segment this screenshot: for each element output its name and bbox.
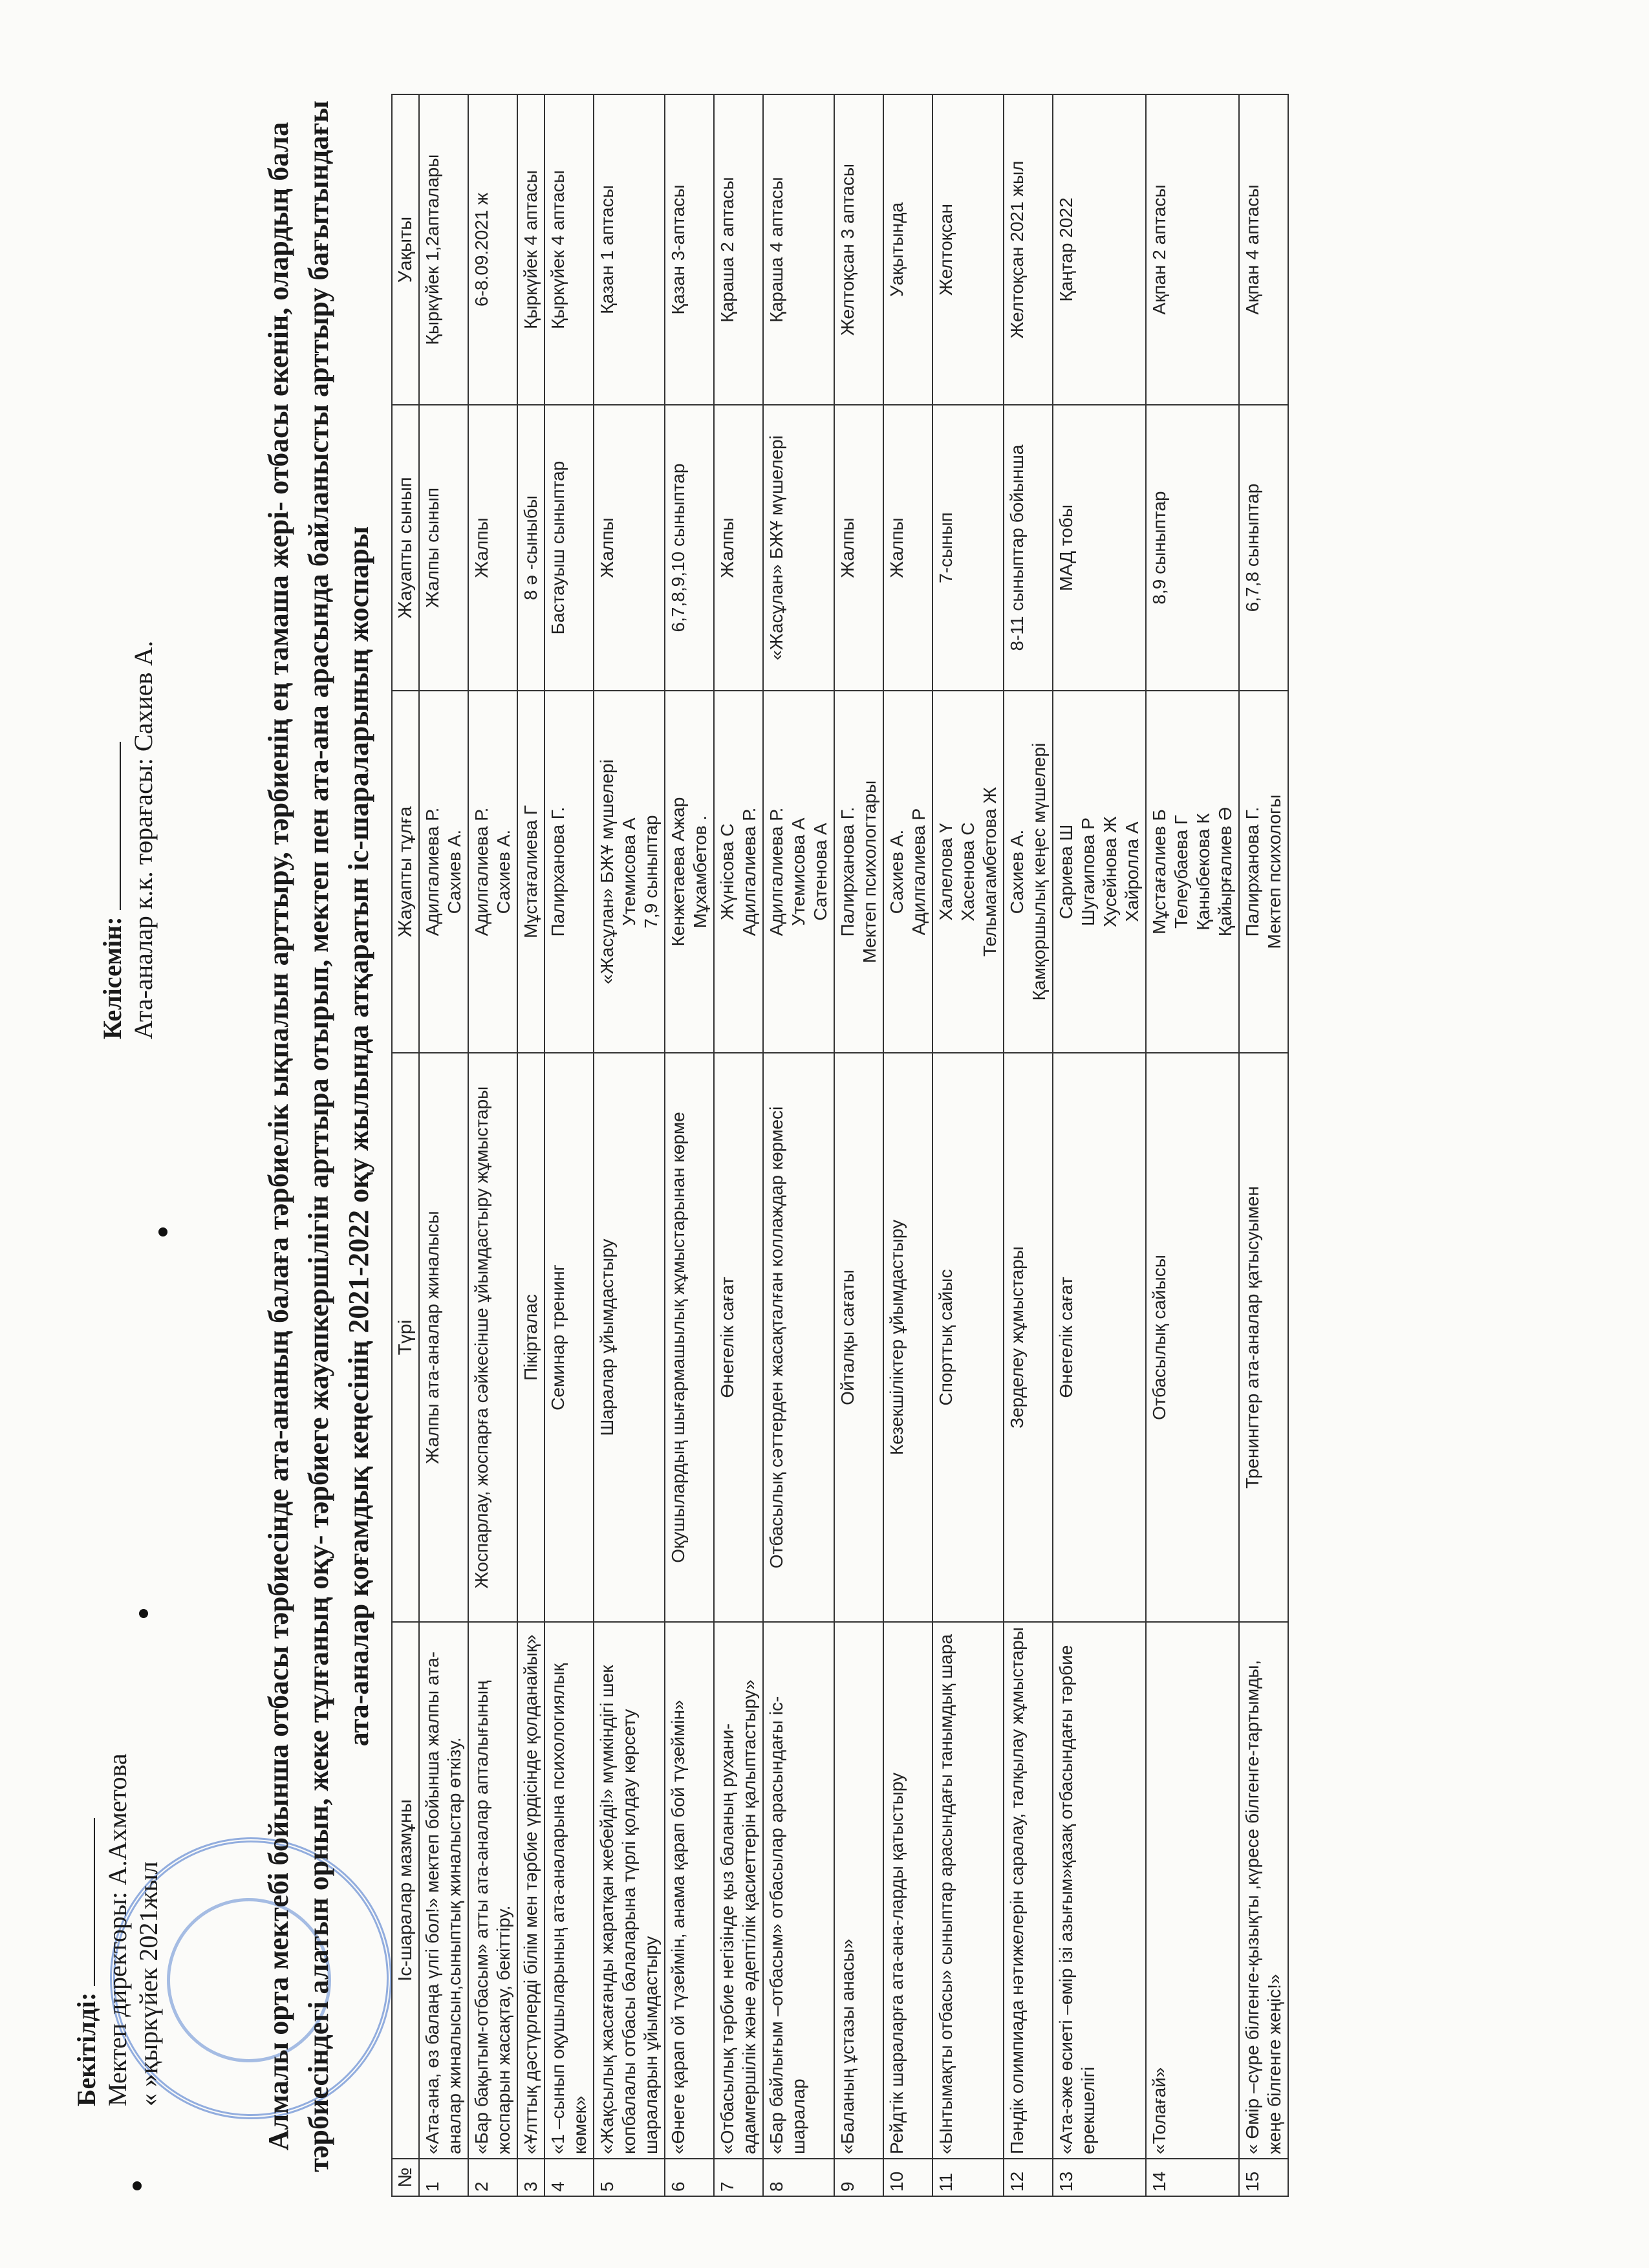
cell-type: Ойталқы сағаты <box>834 1053 883 1622</box>
chair-signature <box>100 742 121 910</box>
col-header-responsible-class: Жауапты сынып <box>392 405 419 691</box>
cell-type: Тренингтер ата-аналар қатысуымен <box>1239 1053 1288 1622</box>
cell-responsible-person: Сахиев А. Адилгалиева Р <box>883 691 932 1053</box>
table-row <box>763 94 834 2196</box>
cell-content: «Жақсылық жасағанды жаратқан жебейді!» мүмкіндігі шек копбалалы отбасы балаларына түрлі қолдау көрсету шараларын ұйымдастыру <box>594 1622 665 2159</box>
cell-responsible-person: Кенжетаева Ажар Мұхамбетов . <box>665 691 714 1053</box>
cell-number: 7 <box>714 2159 763 2196</box>
cell-number: 9 <box>834 2159 883 2196</box>
cell-time: Ақпан 4 аптасы <box>1239 94 1288 405</box>
cell-responsible-person: Мұстағалиева Г <box>517 691 544 1053</box>
cell-type: Өнегелік сағат <box>714 1053 763 1622</box>
cell-responsible-class: «Жасұлан» БЖҰ мүшелері <box>763 405 834 691</box>
scan-artifact <box>139 1609 148 1618</box>
table-row <box>665 94 714 2196</box>
cell-responsible-class: МАД тобы <box>1053 405 1146 691</box>
cell-content: «Бар байлығым –отбасым» отбасылар арасындағы іс-шаралар <box>763 1622 834 2159</box>
cell-type: Пікірталас <box>517 1053 544 1622</box>
cell-time: Ақпан 2 аптасы <box>1146 94 1239 405</box>
cell-time: Қыркүйек 4 аптасы <box>544 94 594 405</box>
approved-label: Бекітілді: <box>72 1992 101 2106</box>
cell-number: 4 <box>544 2159 594 2196</box>
table-row <box>714 94 763 2196</box>
col-header-content: Іс-шаралар мазмұны <box>392 1622 419 2159</box>
cell-type: Спорттық сайыс <box>932 1053 1004 1622</box>
cell-content: «Ата-әже өсиеті –өмір ізі азығым»қазақ отбасындағы тәрбие ерекшелігі <box>1053 1622 1146 2159</box>
cell-responsible-class: Жалпы <box>714 405 763 691</box>
cell-type: Отбасылық сайысы <box>1146 1053 1239 1622</box>
cell-responsible-class: 8,9 сыныптар <box>1146 405 1239 691</box>
cell-time: Желтоқсан <box>932 94 1004 405</box>
cell-responsible-person: Адилгалиева Р. Сахиев А. <box>468 691 517 1053</box>
parent-chair-line: Ата-аналар к.к. төрағасы: Сахиев А. <box>129 640 158 1039</box>
cell-responsible-class: 8 ә -сыныбы <box>517 405 544 691</box>
table-row <box>834 94 883 2196</box>
cell-time: 6-8.09.2021 ж <box>468 94 517 405</box>
cell-content: «Отбасылық тәрбие негізінде қыз баланың рухани-адамгершілік және әдептілік қасиеттерін қалыптастыру» <box>714 1622 763 2159</box>
cell-responsible-person: Мұстағалиев Б Телеубаева Г Қаныбекова К Қайырғалиев Ә <box>1146 691 1239 1053</box>
cell-type: Шаралар ұйымдастыру <box>594 1053 665 1622</box>
cell-number: 10 <box>883 2159 932 2196</box>
cell-responsible-class: 8-11 сыныптар бойынша <box>1004 405 1053 691</box>
col-header-time: Уақыты <box>392 94 419 405</box>
col-header-responsible-person: Жауапты тұлға <box>392 691 419 1053</box>
table-row <box>468 94 517 2196</box>
cell-content: «Ұлттық дәстүрлерді білім мен тәрбие үрдісінде қолданайық» <box>517 1622 544 2159</box>
cell-content: Пәндік олимпиада нәтижелерін саралау, талқылау жұмыстары <box>1004 1622 1053 2159</box>
cell-content: «Ата-ана, өз балаңа үлгі бол!» мектеп бойынша жалпы ата- аналар жиналысын,сыныптық жиналыстар өткізу. <box>419 1622 468 2159</box>
approval-block <box>71 1753 164 2106</box>
director-signature <box>74 1818 95 1986</box>
cell-responsible-class: 6,7,8 сыныптар <box>1239 405 1288 691</box>
table-row <box>419 94 468 2196</box>
cell-type: Өнегелік сағат <box>1053 1053 1146 1622</box>
agreed-label: Келісемін: <box>98 916 127 1039</box>
cell-number: 12 <box>1004 2159 1053 2196</box>
cell-content: «Бар бақытым-отбасым» атты ата-аналар апталығының жоспарын жасақтау, бекіттіру. <box>468 1622 517 2159</box>
table-row <box>544 94 594 2196</box>
cell-number: 14 <box>1146 2159 1239 2196</box>
cell-time: Қараша 2 аптасы <box>714 94 763 405</box>
cell-time: Желтоқсан 3 аптасы <box>834 94 883 405</box>
events-plan-table <box>391 94 1289 2197</box>
cell-number: 8 <box>763 2159 834 2196</box>
cell-responsible-class: Жалпы <box>594 405 665 691</box>
cell-responsible-person: Адилгалиева Р. Утемисова А Сатенова А <box>763 691 834 1053</box>
cell-number: 3 <box>517 2159 544 2196</box>
cell-time: Қаңтар 2022 <box>1053 94 1146 405</box>
cell-type: Оқушылардың шығармашылық жұмыстарынан көрме <box>665 1053 714 1622</box>
table-body <box>419 94 1288 2196</box>
cell-content: «1 –сынып оқушыларының ата-аналарына психологиялық көмек» <box>544 1622 594 2159</box>
table-row <box>1053 94 1146 2196</box>
cell-time: Қыркүйек 1,2апталары <box>419 94 468 405</box>
scan-artifact <box>158 1227 167 1237</box>
table-header-row <box>392 94 419 2196</box>
cell-responsible-person: Палирханова Г. Мектеп психологы <box>1239 691 1288 1053</box>
cell-type: Семинар тренинг <box>544 1053 594 1622</box>
title-line: тәрбиесіндегі алатын орнын, жеке тұлғаның оқу- тәрбиеге жауапкершілігін арттыра отырып, мектеп пен ата-ана арасында байланысты арттыру бағытындағы <box>303 100 334 2172</box>
cell-type: Кезекшіліктер ұйымдастыру <box>883 1053 932 1622</box>
cell-type: Отбасылық сәттерден жасақталған коллаждар көрмесі <box>763 1053 834 1622</box>
col-header-type: Түрі <box>392 1053 419 1622</box>
cell-number: 15 <box>1239 2159 1288 2196</box>
title-line: Алмалы орта мектебі бойынша отбасы тәрбиесінде ата-ананың балаға тәрбиелік ықпалын арттыру, тәрбиенің ең тамаша жері- отбасы екенін, олардың бала <box>263 122 294 2151</box>
title-line: ата-аналар қоғамдық кеңесінің 2021-2022 оқу жылында атқаратын іс-шараларының жоспары <box>343 526 374 1747</box>
cell-responsible-person: Халелова Ү Хасенова С Тельмагамбетова Ж <box>932 691 1004 1053</box>
cell-type: Жалпы ата-аналар жиналысы <box>419 1053 468 1622</box>
cell-content: «Баланың ұстазы анасы» <box>834 1622 883 2159</box>
cell-responsible-person: Сахиев А. Қамқоршылық кеңес мүшелері <box>1004 691 1053 1053</box>
cell-number: 1 <box>419 2159 468 2196</box>
cell-responsible-person: «Жасұлан» БЖҰ мүшелері Утемисова А 7,9 сыныптар <box>594 691 665 1053</box>
cell-number: 13 <box>1053 2159 1146 2196</box>
table-row <box>883 94 932 2196</box>
cell-responsible-person: Жүнісова С Адилгалиева Р. <box>714 691 763 1053</box>
cell-time: Қазан 3-аптасы <box>665 94 714 405</box>
agreement-block <box>97 641 159 1039</box>
director-line: Мектеп директоры: А.Ахметова <box>103 1753 132 2106</box>
cell-content: «Өнеге қарап ой түзеймін, анама қарап бой түзеймін» <box>665 1622 714 2159</box>
col-header-number: № <box>392 2159 419 2196</box>
document-title <box>259 43 379 2229</box>
cell-time: Қыркүйек 4 аптасы <box>517 94 544 405</box>
cell-content: «Ынтымақты отбасы» сыныптар арасындағы танымдық шара <box>932 1622 1004 2159</box>
cell-number: 5 <box>594 2159 665 2196</box>
cell-responsible-person: Палирханова Г. Мектеп психологтары <box>834 691 883 1053</box>
scan-artifact <box>133 2181 142 2190</box>
cell-responsible-class: Жалпы <box>883 405 932 691</box>
cell-time: Қазан 1 аптасы <box>594 94 665 405</box>
cell-responsible-person: Адилгалиева Р. Сахиев А. <box>419 691 468 1053</box>
cell-responsible-person: Палирханова Г. <box>544 691 594 1053</box>
table-row <box>1004 94 1053 2196</box>
cell-time: Уақытында <box>883 94 932 405</box>
table-row <box>932 94 1004 2196</box>
approval-date: « »қыркүйек 2021жыл <box>134 1861 163 2106</box>
cell-content: Рейдтік шараларға ата-ана-ларды қатыстыру <box>883 1622 932 2159</box>
table-row <box>594 94 665 2196</box>
cell-responsible-person: Сариева Ш Шугаипова Р Хусейнова Ж Хайролла А <box>1053 691 1146 1053</box>
cell-number: 11 <box>932 2159 1004 2196</box>
cell-time: Желтоқсан 2021 жыл <box>1004 94 1053 405</box>
cell-number: 6 <box>665 2159 714 2196</box>
table-row <box>1146 94 1239 2196</box>
cell-responsible-class: Жалпы <box>834 405 883 691</box>
cell-responsible-class: Жалпы <box>468 405 517 691</box>
cell-type: Зерделеу жұмыстары <box>1004 1053 1053 1622</box>
cell-responsible-class: Жалпы сынып <box>419 405 468 691</box>
table-row <box>1239 94 1288 2196</box>
cell-responsible-class: 7-сынып <box>932 405 1004 691</box>
cell-number: 2 <box>468 2159 517 2196</box>
cell-content: « Өмір –сүре білгенге-қызықты ,күресе білгенге-тартымды, жеңе білгенге жеңіс!» <box>1239 1622 1288 2159</box>
cell-type: Жоспарлау, жоспарға сәйкесінше ұйымдастыру жұмыстары <box>468 1053 517 1622</box>
cell-responsible-class: Бастауыш сыныптар <box>544 405 594 691</box>
cell-responsible-class: 6,7,8,9,10 сыныптар <box>665 405 714 691</box>
cell-content: «Толағай» <box>1146 1622 1239 2159</box>
table-row <box>517 94 544 2196</box>
cell-time: Қараша 4 аптасы <box>763 94 834 405</box>
